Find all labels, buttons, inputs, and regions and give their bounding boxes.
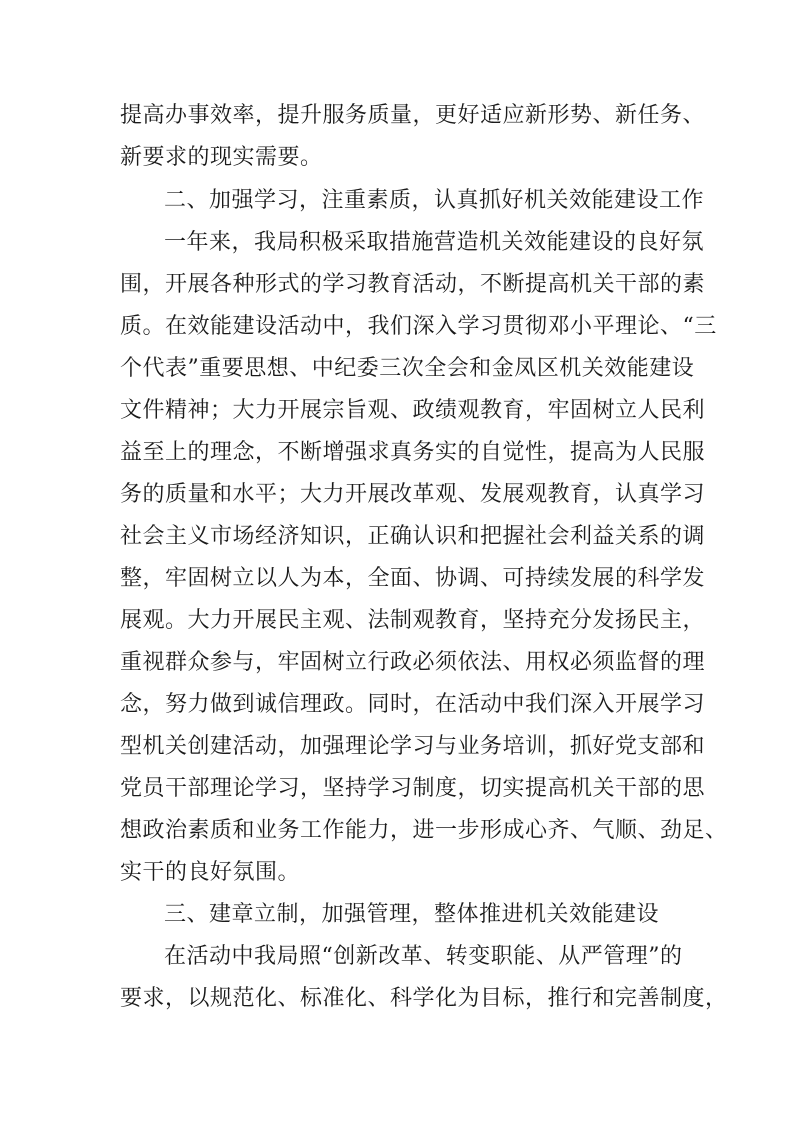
- text-line: 整，牢固树立以人为本，全面、协调、可持续发展的科学发: [120, 566, 706, 591]
- text-line: 念，努力做到诚信理政。同时，在活动中我们深入开展学习: [120, 692, 706, 717]
- text-line: 益至上的理念，不断增强求真务实的自觉性，提高为人民服: [120, 440, 706, 465]
- text-line: 社会主义市场经济知识，正确认识和把握社会利益关系的调: [120, 524, 706, 549]
- text-line: 文件精神；大力开展宗旨观、政绩观教育，牢固树立人民利: [120, 398, 706, 423]
- text-line: 重视群众参与，牢固树立行政必须依法、用权必须监督的理: [120, 650, 706, 675]
- text-line: 要求，以规范化、标准化、科学化为目标，推行和完善制度，: [120, 986, 728, 1011]
- text-line: 想政治素质和业务工作能力，进一步形成心齐、气顺、劲足、: [120, 818, 728, 843]
- text-line: 务的质量和水平；大力开展改革观、发展观教育，认真学习: [120, 482, 706, 507]
- text-line: 型机关创建活动，加强理论学习与业务培训，抓好党支部和: [120, 734, 706, 759]
- text-line: 一年来，我局积极采取措施营造机关效能建设的良好氛: [164, 230, 705, 255]
- section-heading: 二、加强学习，注重素质，认真抓好机关效能建设工作: [164, 188, 705, 213]
- text-line: 实干的良好氛围。: [120, 860, 301, 885]
- text-line: 质。在效能建设活动中，我们深入学习贯彻邓小平理论、“三: [120, 314, 717, 339]
- text-line: 围，开展各种形式的学习教育活动，不断提高机关干部的素: [120, 272, 706, 297]
- text-line: 党员干部理论学习，坚持学习制度，切实提高机关干部的思: [120, 776, 706, 801]
- section-heading: 三、建章立制，加强管理，整体推进机关效能建设: [164, 902, 660, 927]
- text-line: 新要求的现实需要。: [120, 145, 323, 170]
- text-line: 展观。大力开展民主观、法制观教育，坚持充分发扬民主，: [120, 608, 706, 633]
- text-line: 提高办事效率，提升服务质量，更好适应新形势、新任务、: [120, 103, 706, 128]
- text-line: 在活动中我局照“创新改革、转变职能、从严管理”的: [164, 944, 683, 969]
- text-line: 个代表”重要思想、中纪委三次全会和金凤区机关效能建设: [120, 356, 695, 381]
